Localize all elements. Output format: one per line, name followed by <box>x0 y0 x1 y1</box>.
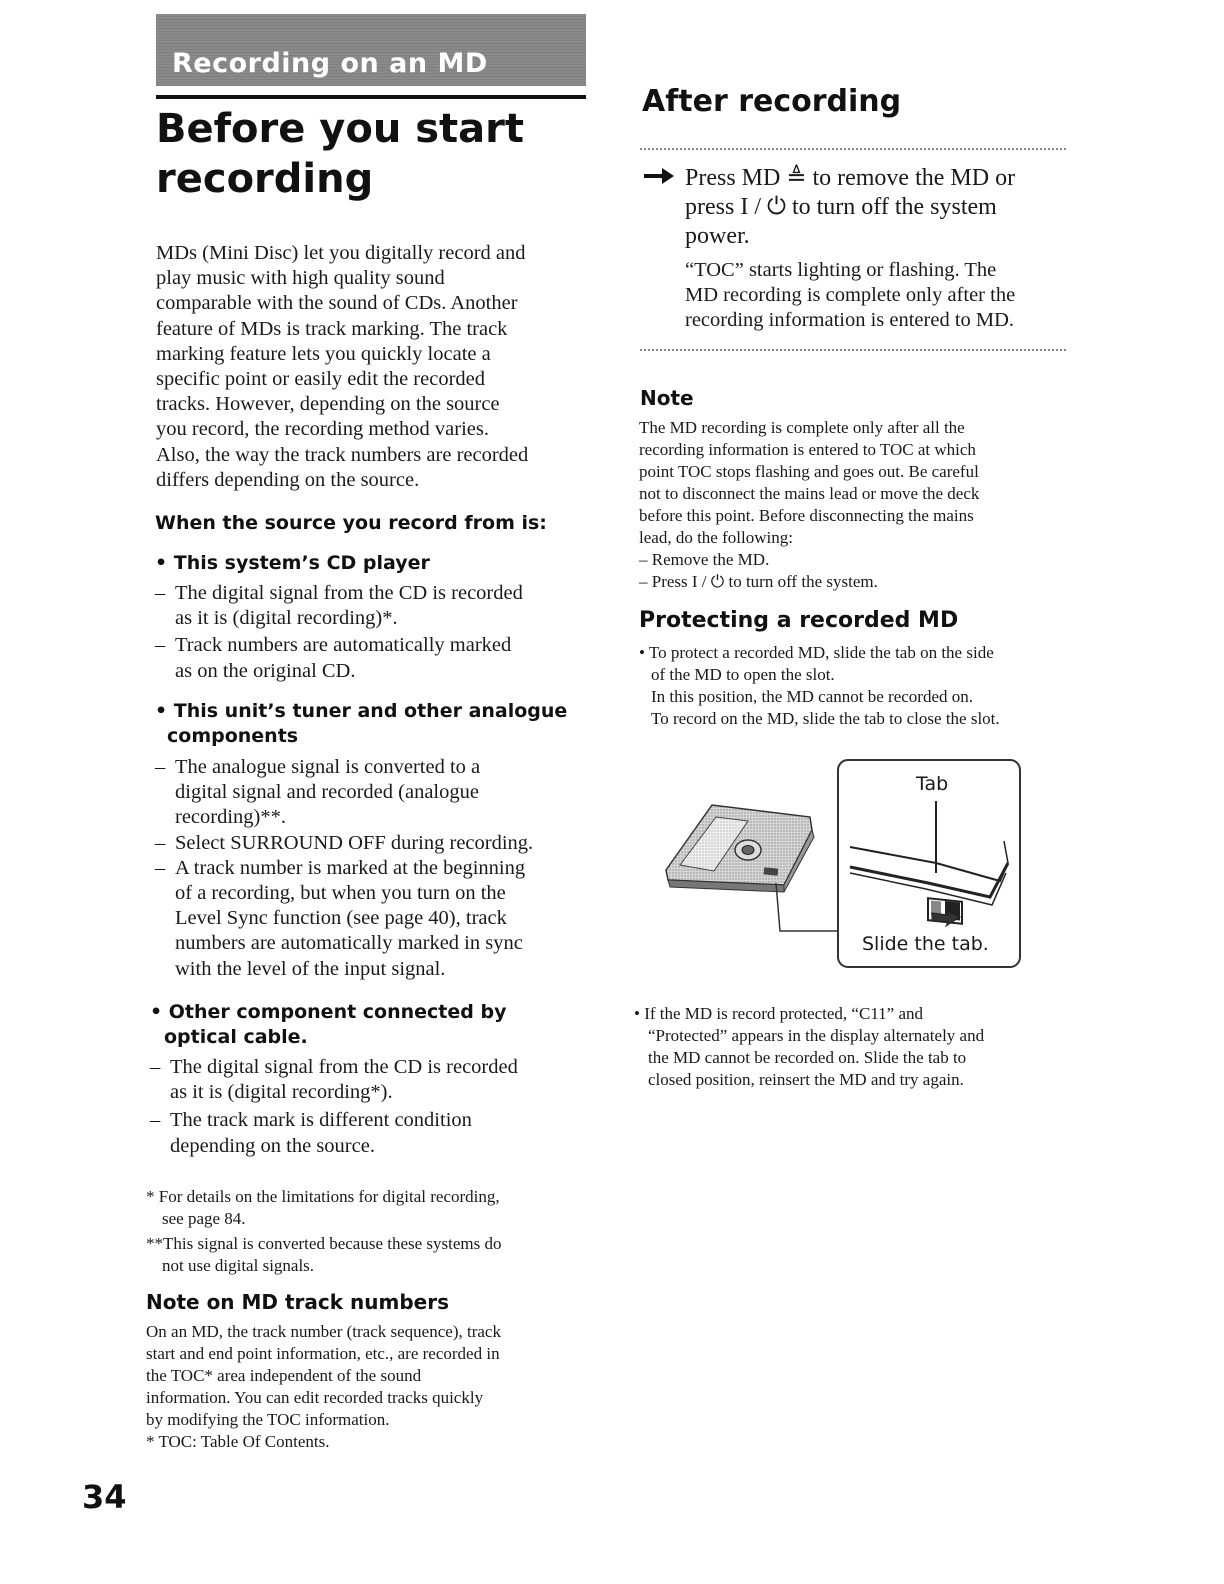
track-note-line: start and end point information, etc., are recorded in <box>146 1344 500 1363</box>
protecting-line: In this position, the MD cannot be recorded on. <box>651 687 973 706</box>
step-line: Press MD ≜ to remove the MD or <box>685 165 1016 191</box>
detail-line: recording information is entered to MD. <box>685 309 1015 332</box>
optical-list <box>150 1055 580 1159</box>
footnote-line: **This signal is converted because these systems do <box>146 1234 502 1253</box>
track-note-body <box>146 1321 586 1453</box>
list-item-line: – The digital signal from the CD is recorded <box>175 582 523 604</box>
tuner-heading <box>155 699 567 749</box>
intro-line: tracks. However, depending on the source <box>156 393 500 416</box>
intro-line: play music with high quality sound <box>156 267 445 290</box>
after-recording-detail <box>685 258 1075 334</box>
track-note-line: * TOC: Table Of Contents. <box>146 1432 330 1451</box>
track-note-line: information. You can edit recorded tracks quickly <box>146 1388 484 1407</box>
note-line: – Remove the MD. <box>639 550 770 569</box>
list-item-line: numbers are automatically marked in sync <box>175 932 523 955</box>
note-line: point TOC stops flashing and goes out. Be careful <box>639 462 979 481</box>
protecting-line: To record on the MD, slide the tab to close the slot. <box>651 709 1000 728</box>
detail-line: MD recording is complete only after the <box>685 284 1016 307</box>
list-item-line: of a recording, but when you turn on the <box>175 882 506 905</box>
intro-line: comparable with the sound of CDs. Another <box>156 292 518 315</box>
list-item-line: as on the original CD. <box>175 659 356 682</box>
intro-line: differs depending on the source. <box>156 468 420 491</box>
intro-line: feature of MDs is track marking. The track <box>156 317 508 340</box>
tuner-heading-line: components <box>167 725 299 747</box>
note-line: lead, do the following: <box>639 528 793 547</box>
section-banner-text: Recording on an MD <box>172 48 488 79</box>
protecting-heading: Protecting a recorded MD <box>639 608 959 633</box>
page-title-line-2: recording <box>156 156 374 202</box>
after-recording-heading: After recording <box>642 84 902 119</box>
optical-heading-line: • Other component connected by <box>150 1001 507 1023</box>
track-note-line: the TOC* area independent of the sound <box>146 1366 422 1385</box>
figure-slide-label: Slide the tab. <box>862 933 989 955</box>
tuner-list <box>155 755 585 982</box>
protecting-line: • To protect a recorded MD, slide the tab on the side <box>639 643 994 662</box>
intro-line: specific point or easily edit the recorded <box>156 368 486 391</box>
intro-line: Also, the way the track numbers are recorded <box>156 443 529 466</box>
banner-rule <box>156 95 586 99</box>
tuner-heading-line: • This unit’s tuner and other analogue <box>155 700 568 722</box>
list-item <box>155 831 585 856</box>
cd-player-heading: • This system’s CD player <box>155 552 430 574</box>
list-item-line: – The track mark is different condition <box>170 1109 472 1132</box>
protected-note-line: the MD cannot be recorded on. Slide the tab to <box>648 1048 967 1067</box>
protecting-body <box>639 642 1079 730</box>
note-line: recording information is entered to TOC at which <box>639 440 976 459</box>
list-item-line: – The digital signal from the CD is recorded <box>170 1056 518 1078</box>
dotted-divider <box>640 148 1068 150</box>
page-title-line-1: Before you start <box>156 106 525 152</box>
list-item-line: digital signal and recorded (analogue <box>175 781 479 804</box>
step-line: press I / ⏻ to turn off the system <box>685 194 997 220</box>
list-item-line: – Track numbers are automatically marked <box>175 634 512 657</box>
list-item-line: as it is (digital recording)*. <box>175 607 398 630</box>
detail-line: “TOC” starts lighting or flashing. The <box>685 259 997 281</box>
note-line: – Press I / ⏻ to turn off the system. <box>639 572 878 591</box>
protected-note-line: “Protected” appears in the display alternately and <box>648 1026 985 1045</box>
figure-tab-label: Tab <box>916 773 949 795</box>
step-arrow-icon <box>642 164 676 188</box>
list-item-line: as it is (digital recording*). <box>170 1081 393 1104</box>
page-number: 34 <box>82 1478 127 1516</box>
page-title <box>156 104 596 204</box>
intro-line: marking feature lets you quickly locate a <box>156 342 491 365</box>
after-recording-step <box>685 164 1075 251</box>
protected-note-line: closed position, reinsert the MD and try again. <box>648 1070 964 1089</box>
source-heading: When the source you record from is: <box>155 512 547 534</box>
footnote-line: not use digital signals. <box>162 1256 315 1275</box>
dotted-divider <box>640 349 1068 351</box>
cd-player-list <box>155 581 585 684</box>
track-note-heading: Note on MD track numbers <box>146 1290 449 1314</box>
intro-line: you record, the recording method varies. <box>156 418 490 441</box>
track-note-line: by modifying the TOC information. <box>146 1410 390 1429</box>
note-body <box>639 417 1079 593</box>
list-item-line: – The analogue signal is converted to a <box>175 756 481 778</box>
footnote-line: * For details on the limitations for digital recording, <box>146 1187 500 1206</box>
protected-note-line: • If the MD is record protected, “C11” and <box>634 1004 924 1023</box>
list-item <box>155 856 585 982</box>
list-item <box>150 1108 580 1158</box>
list-item <box>155 581 585 631</box>
note-line: The MD recording is complete only after all the <box>639 418 965 437</box>
footnotes <box>146 1186 586 1277</box>
list-item-line: depending on the source. <box>170 1134 375 1157</box>
footnote-line: see page 84. <box>162 1209 246 1228</box>
step-line: power. <box>685 223 750 249</box>
note-heading: Note <box>640 386 694 410</box>
list-item-line: Level Sync function (see page 40), track <box>175 907 507 930</box>
note-line: not to disconnect the mains lead or move the deck <box>639 484 980 503</box>
list-item <box>155 633 585 683</box>
list-item-line: recording)**. <box>175 806 286 829</box>
optical-heading <box>150 1000 506 1050</box>
note-line: before this point. Before disconnecting the mains <box>639 506 974 525</box>
intro-line: MDs (Mini Disc) let you digitally record and <box>156 242 526 264</box>
list-item-line: with the level of the input signal. <box>175 957 446 980</box>
list-item-line: – Select SURROUND OFF during recording. <box>175 831 534 854</box>
protecting-line: of the MD to open the slot. <box>651 665 835 684</box>
intro-paragraph <box>156 241 586 493</box>
list-item <box>150 1055 580 1105</box>
list-item <box>155 755 585 831</box>
record-protected-note <box>634 1003 1074 1091</box>
track-note-line: On an MD, the track number (track sequence), track <box>146 1322 501 1341</box>
minidisc-icon <box>666 805 814 892</box>
list-item-line: – A track number is marked at the beginning <box>175 856 526 879</box>
optical-heading-line: optical cable. <box>164 1026 308 1048</box>
